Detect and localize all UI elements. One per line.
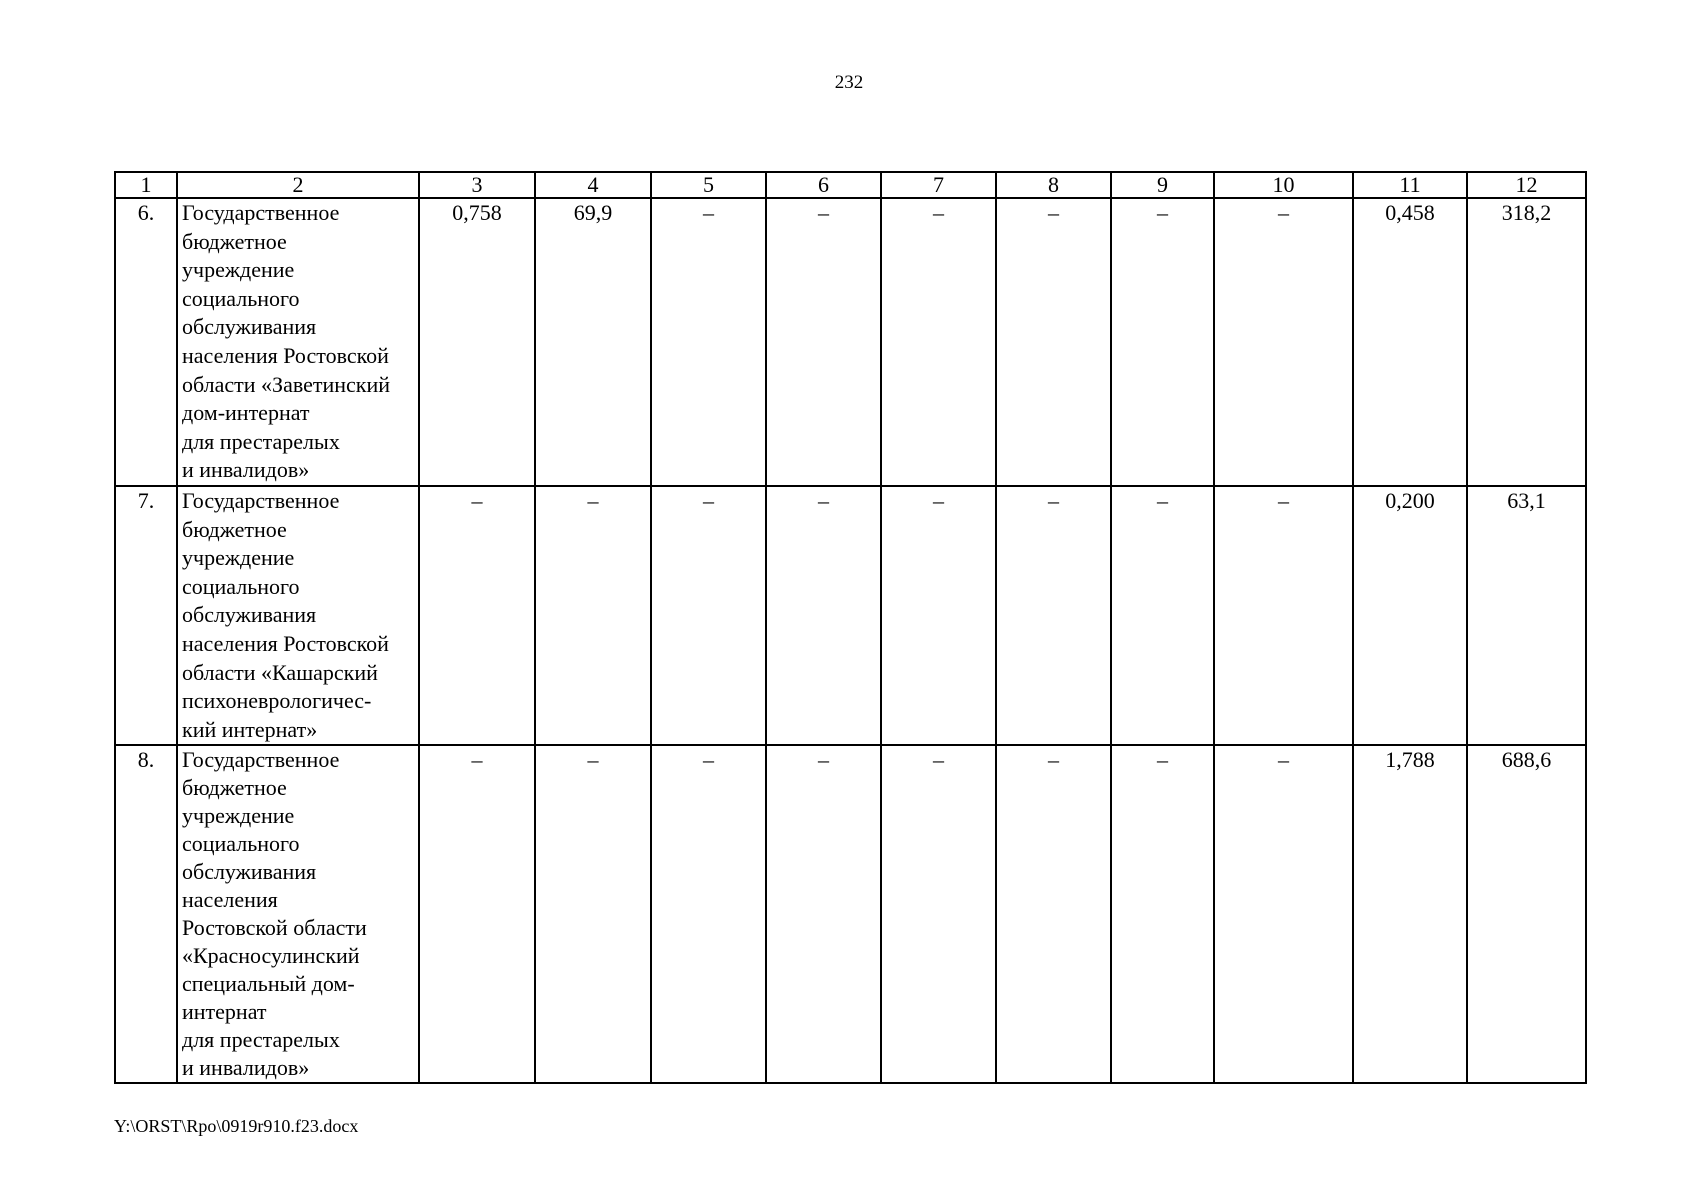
name-line: учреждение: [182, 257, 295, 283]
cell-value: –: [1111, 198, 1214, 486]
institution-name: [177, 745, 419, 1083]
name-line: психоневрологичес-: [182, 688, 372, 714]
name-line: области «Кашарский: [182, 659, 378, 685]
name-line: Ростовской области: [182, 915, 367, 941]
institution-name: [177, 198, 419, 486]
cell-value: 688,6: [1467, 745, 1586, 1083]
cell-value: –: [535, 486, 651, 745]
data-table: [114, 171, 1587, 1084]
file-path-footer: Y:\ORST\Rpo\0919r910.f23.docx: [114, 1116, 359, 1136]
cell-value: 318,2: [1467, 198, 1586, 486]
name-line: и инвалидов»: [182, 1055, 310, 1081]
column-header: 1: [115, 172, 177, 198]
column-header: 7: [881, 172, 996, 198]
name-line: бюджетное: [182, 228, 287, 254]
name-line: дом-интернат: [182, 400, 310, 426]
cell-value: –: [881, 745, 996, 1083]
column-header: 3: [419, 172, 535, 198]
name-line: Государственное: [182, 487, 340, 513]
cell-value: –: [996, 486, 1111, 745]
cell-value: –: [766, 745, 881, 1083]
name-line: бюджетное: [182, 775, 287, 801]
cell-value: –: [419, 486, 535, 745]
name-line: для престарелых: [182, 1027, 340, 1053]
cell-value: –: [1111, 486, 1214, 745]
column-header: 8: [996, 172, 1111, 198]
column-header: 10: [1214, 172, 1353, 198]
column-header: 11: [1353, 172, 1467, 198]
cell-value: 69,9: [535, 198, 651, 486]
column-header: 2: [177, 172, 419, 198]
cell-value: –: [1214, 486, 1353, 745]
column-header: 4: [535, 172, 651, 198]
table-row: [115, 198, 1586, 486]
cell-value: –: [651, 745, 766, 1083]
cell-value: 0,458: [1353, 198, 1467, 486]
cell-value: –: [1214, 745, 1353, 1083]
table-row: [115, 745, 1586, 1083]
name-line: области «Заветинский: [182, 371, 391, 397]
cell-value: –: [1111, 745, 1214, 1083]
cell-value: –: [766, 486, 881, 745]
name-line: интернат: [182, 999, 267, 1025]
cell-value: 0,758: [419, 198, 535, 486]
name-line: населения: [182, 887, 278, 913]
column-number-row: [115, 172, 1586, 198]
cell-value: –: [419, 745, 535, 1083]
name-line: «Красносулинский: [182, 943, 360, 969]
cell-value: 1,788: [1353, 745, 1467, 1083]
name-line: населения Ростовской: [182, 342, 389, 368]
name-line: кий интернат»: [182, 716, 318, 742]
cell-value: –: [651, 198, 766, 486]
cell-value: –: [1214, 198, 1353, 486]
name-line: Государственное: [182, 747, 340, 773]
name-line: специальный дом-: [182, 971, 355, 997]
cell-value: –: [651, 486, 766, 745]
table-row: [115, 486, 1586, 745]
name-line: населения Ростовской: [182, 630, 389, 656]
page-number: 232: [834, 72, 864, 93]
name-line: социального: [182, 285, 300, 311]
row-number: 8.: [115, 745, 177, 1083]
cell-value: 0,200: [1353, 486, 1467, 745]
name-line: бюджетное: [182, 516, 287, 542]
row-number: 6.: [115, 198, 177, 486]
column-header: 6: [766, 172, 881, 198]
cell-value: –: [996, 745, 1111, 1083]
name-line: обслуживания: [182, 602, 317, 628]
cell-value: 63,1: [1467, 486, 1586, 745]
name-line: для престарелых: [182, 428, 340, 454]
cell-value: –: [535, 745, 651, 1083]
name-line: учреждение: [182, 803, 295, 829]
institution-name: [177, 486, 419, 745]
name-line: Государственное: [182, 200, 340, 225]
name-line: обслуживания: [182, 859, 317, 885]
cell-value: –: [766, 198, 881, 486]
cell-value: –: [881, 486, 996, 745]
column-header: 5: [651, 172, 766, 198]
name-line: обслуживания: [182, 314, 317, 340]
name-line: социального: [182, 831, 300, 857]
name-line: социального: [182, 573, 300, 599]
cell-value: –: [996, 198, 1111, 486]
column-header: 9: [1111, 172, 1214, 198]
column-header: 12: [1467, 172, 1586, 198]
row-number: 7.: [115, 486, 177, 745]
name-line: учреждение: [182, 545, 295, 571]
name-line: и инвалидов»: [182, 457, 310, 483]
cell-value: –: [881, 198, 996, 486]
